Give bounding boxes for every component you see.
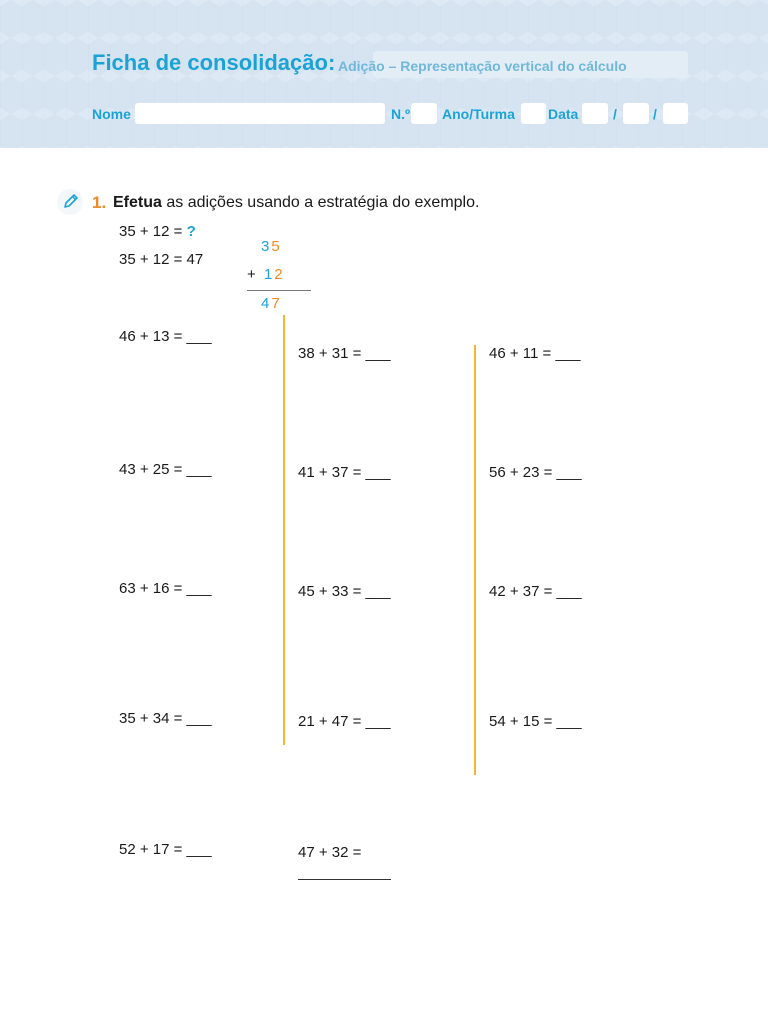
name-label: Nome: [92, 106, 131, 122]
question-verb: Efetua: [113, 194, 162, 211]
example-equation: 35 + 12 =: [119, 223, 183, 240]
date-month-field[interactable]: [623, 103, 649, 124]
exercise-item: 21 + 47 = ___: [298, 713, 391, 730]
worksheet-subtitle: Adição – Representação vertical do cálculo: [338, 58, 627, 74]
exercise-item: 52 + 17 = ___: [119, 841, 212, 858]
example-sum-line: [247, 290, 311, 291]
date-label: Data: [548, 106, 579, 122]
example-top-units: 5: [271, 238, 282, 255]
exercise-item: 43 + 25 = ___: [119, 461, 212, 478]
exercise-item: 46 + 13 = ___: [119, 328, 212, 345]
name-field[interactable]: [135, 103, 385, 124]
example-result-tens: 4: [261, 295, 272, 312]
example-result: [261, 295, 282, 312]
example-bottom-number: [247, 266, 285, 283]
example-line-1: [119, 223, 196, 240]
exercise-item: 54 + 15 = ___: [489, 713, 582, 730]
column-divider: [283, 315, 285, 745]
class-label: Ano/Turma: [442, 106, 515, 122]
example-line-2: 35 + 12 = 47: [119, 251, 204, 268]
question-text: as adições usando a estratégia do exemplo.: [166, 194, 480, 211]
example-bottom-units: 2: [274, 266, 285, 283]
date-day-field[interactable]: [582, 103, 608, 124]
exercise-item: 41 + 37 = ___: [298, 464, 391, 481]
example-result-units: 7: [271, 295, 282, 312]
exercise-item: 45 + 33 = ___: [298, 583, 391, 600]
answer-line: [298, 879, 391, 880]
exercise-item: 42 + 37 = ___: [489, 583, 582, 600]
example-top-number: [261, 238, 282, 255]
date-year-field[interactable]: [663, 103, 688, 124]
column-divider: [474, 345, 476, 775]
exercise-item: 46 + 11 = ___: [489, 345, 581, 362]
exercise-item: 56 + 23 = ___: [489, 464, 582, 481]
exercise-item: 47 + 32 =: [298, 844, 362, 861]
exercise-item: 35 + 34 = ___: [119, 710, 212, 727]
worksheet-title: Ficha de consolidação:: [92, 50, 336, 75]
number-label: N.º: [391, 106, 411, 122]
date-separator: /: [613, 106, 617, 122]
pencil-icon: [57, 189, 83, 215]
date-separator: /: [653, 106, 657, 122]
number-field[interactable]: [411, 103, 437, 124]
example-plus-sign: +: [247, 266, 258, 283]
exercise-item: 38 + 31 = ___: [298, 345, 391, 362]
question-number: 1.: [92, 193, 107, 212]
class-field[interactable]: [521, 103, 546, 124]
exercise-item: 63 + 16 = ___: [119, 580, 212, 597]
example-question-mark: ?: [186, 223, 196, 240]
question-instruction: [113, 194, 479, 212]
example-top-tens: 3: [261, 238, 272, 255]
example-bottom-tens: 1: [263, 266, 275, 283]
